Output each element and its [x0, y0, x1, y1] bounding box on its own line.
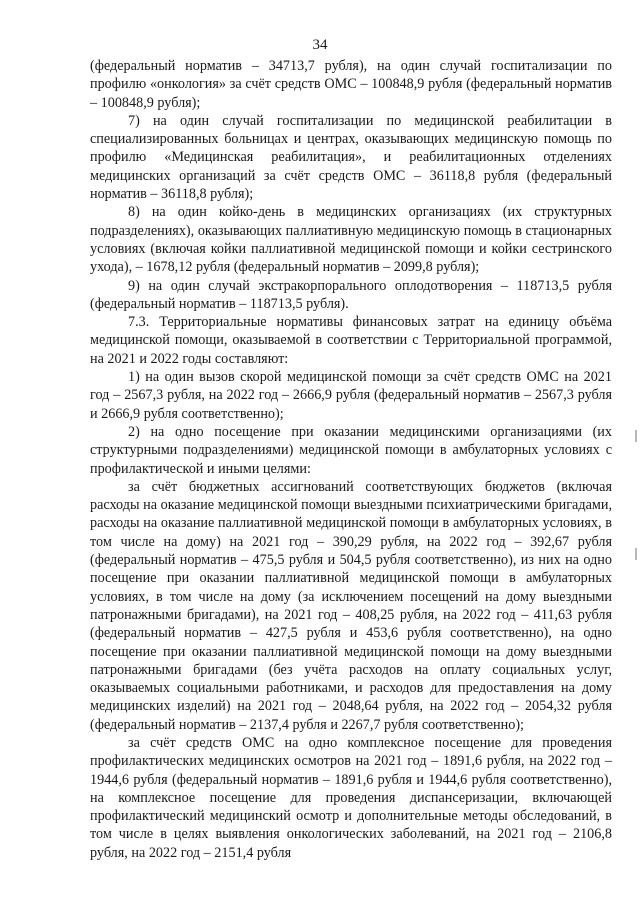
- paragraph-subitem-2: 2) на одно посещение при оказании медицинскими организациями (их структурными подразделениями) медицинской помощи в амбулаторных условиях с профилактической и иными целями:: [90, 423, 612, 477]
- scan-edge-mark: [635, 430, 637, 442]
- scan-edge-mark: [635, 548, 637, 560]
- page-number: 34: [312, 37, 328, 53]
- paragraph-item-9: 9) на один случай экстракорпорального оплодотворения – 118713,5 рубля (федеральный норматив – 118713,5 рубля).: [90, 277, 612, 312]
- paragraph-oms-funding: за счёт средств ОМС на одно комплексное посещение для проведения профилактических медицинских осмотров на 2021 год – 1891,6 рубля, на 2022 год – 1944,6 рубля (федеральный норматив – 1891,6 рубля и 1944,6 рубля соответственно), на комплексное посещение для проведения диспансеризации, включающей профилактический медицинский осмотр и дополнительные методы обследований, в том числе в целях выявления онкологических заболеваний, на 2021 год – 2106,8 рубля, на 2022 год – 2151,4 рубля: [90, 734, 612, 861]
- document-body: [90, 57, 612, 862]
- paragraph-section-7-3: 7.3. Территориальные нормативы финансовых затрат на единицу объёма медицинской помощи, оказываемой в соответствии с Территориальной программой, на 2021 и 2022 годы составляют:: [90, 314, 612, 367]
- paragraph-budget-funding: за счёт бюджетных ассигнований соответствующих бюджетов (включая расходы на оказание медицинской помощи выездными психиатрическими бригадами, расходы на оказание паллиативной медицинской помощи в амбулаторных условиях, в том числе на дому) на 2021 год – 390,29 рубля, на 2022 год – 392,67 рубля (федеральный норматив – 475,5 рубля и 504,5 рубля соответственно), из них на одно посещение при оказании паллиативной медицинской помощи в амбулаторных условиях, в том числе на дому (за исключением посещений на дому выездными патронажными бригадами), на 2021 год – 408,25 рубля, на 2022 год – 411,63 рубля (федеральный норматив – 427,5 рубля и 453,6 рубля соответственно), на одно посещение при оказании паллиативной медицинской помощи на дому выездными патронажными бригадами (без учёта расходов на оплату социальных услуг, оказываемых социальными работниками, и расходов для предоставления на дому медицинских изделий) на 2021 год – 2048,64 рубля, на 2022 год – 2054,32 рубля (федеральный норматив – 2137,4 рубля и 2267,7 рубля соответственно);: [90, 478, 612, 733]
- paragraph-item-8: 8) на один койко-день в медицинских организациях (их структурных подразделениях), оказывающих паллиативную медицинскую помощь в стационарных условиях (включая койки паллиативной медицинской помощи и койки сестринского ухода), – 1678,12 рубля (федеральный норматив – 2099,8 рубля);: [90, 204, 612, 276]
- paragraph-continuation: (федеральный норматив – 34713,7 рубля), на один случай госпитализации по профилю «онкология» за счёт средств ОМС – 100848,9 рубля (федеральный норматив – 100848,9 рубля);: [90, 58, 612, 111]
- paragraph-subitem-1: 1) на один вызов скорой медицинской помощи за счёт средств ОМС на 2021 год – 2567,3 рубля, на 2022 год – 2666,9 рубля (федеральный норматив – 2567,3 рубля и 2666,9 рубля соответственно);: [90, 369, 612, 422]
- paragraph-item-7: 7) на один случай госпитализации по медицинской реабилитации в специализированных больницах и центрах, оказывающих медицинскую помощь по профилю «Медицинская реабилитация», и реабилитационных отделениях медицинских организаций за счёт средств ОМС – 36118,8 рубля (федеральный норматив – 36118,8 рубля);: [90, 112, 612, 203]
